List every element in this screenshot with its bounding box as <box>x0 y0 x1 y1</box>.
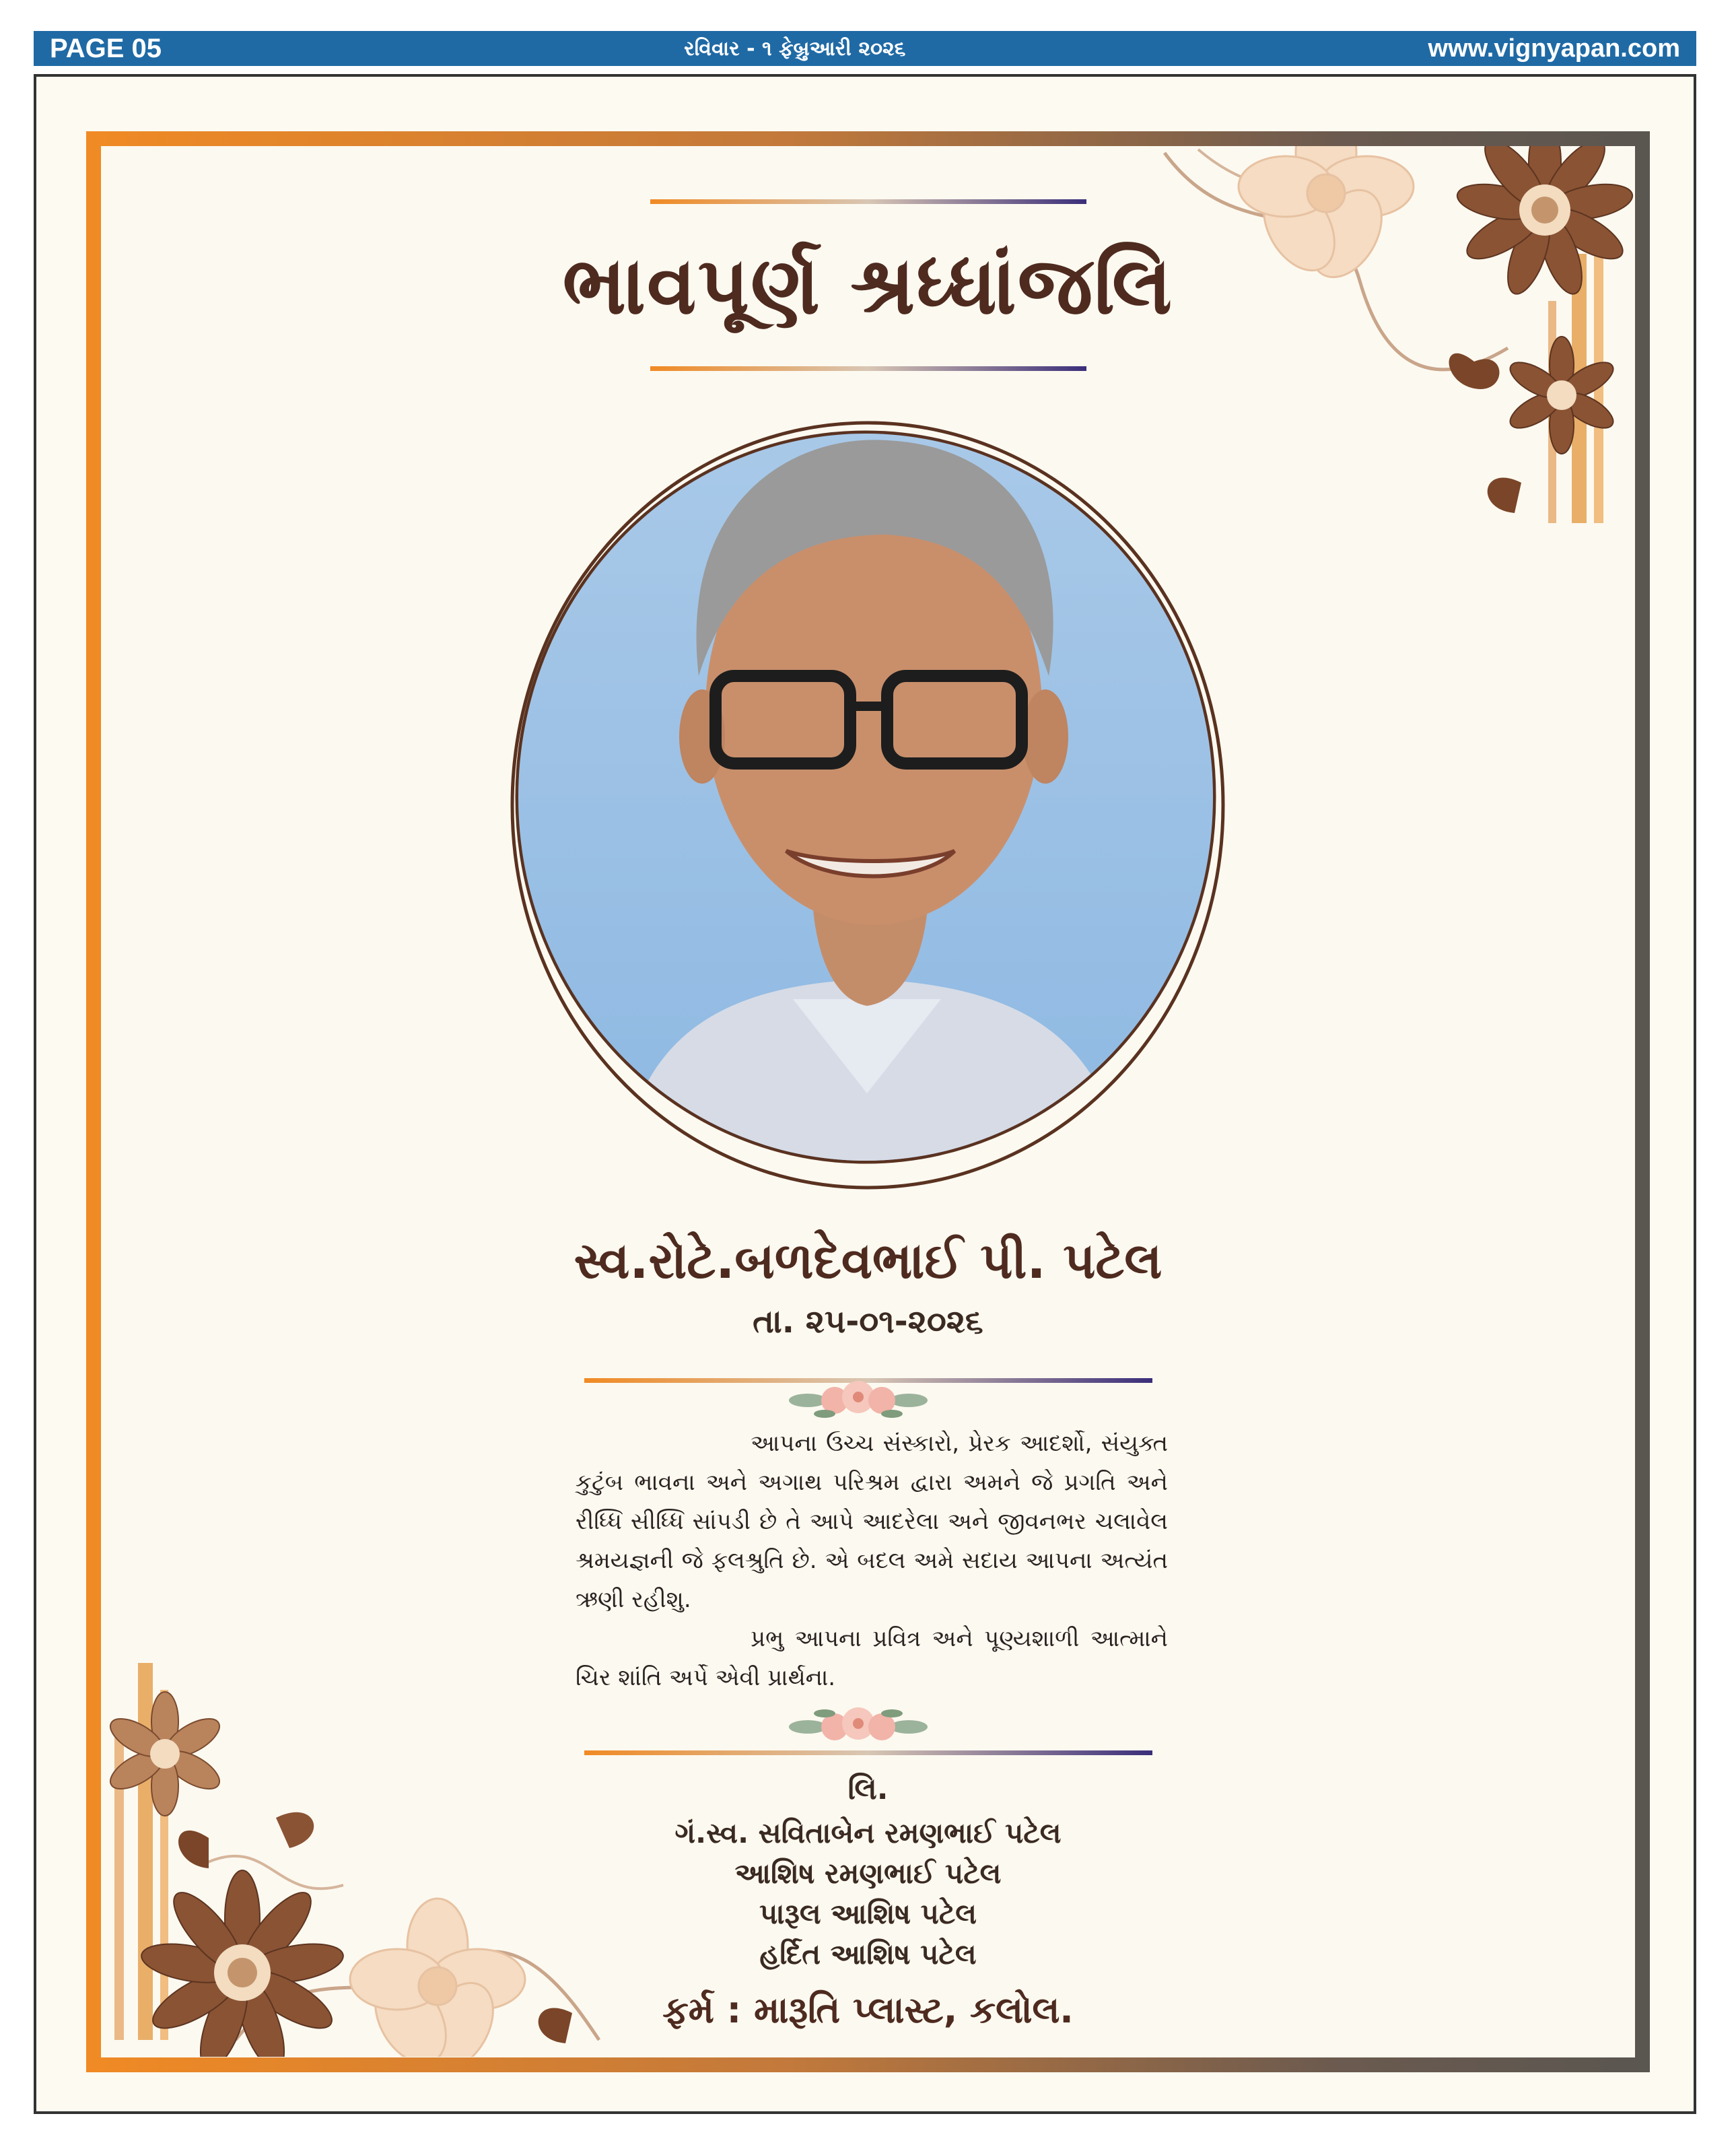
signature-intro: લિ. <box>847 1772 889 1806</box>
floral-divider-top-icon <box>788 1377 929 1424</box>
floral-divider-bottom-icon <box>788 1703 929 1750</box>
title-rule-bottom <box>650 366 1086 371</box>
signatory-1: ગં.સ્વ. સવિતાબેન રમણભાઈ પટેલ <box>674 1816 1062 1849</box>
flower-top-right-icon <box>1158 146 1636 523</box>
tribute-text <box>576 1424 1168 1697</box>
firm-name: ફર્મ : મારૂતિ પ્લાસ્ટ, કલોલ. <box>662 1989 1074 2031</box>
deceased-name: સ્વ.રોટે.બળદેવભાઈ પી. પટેલ <box>574 1232 1162 1290</box>
signatory-4: હર્દિત આશિષ પટેલ <box>759 1938 977 1971</box>
portrait-frame <box>510 420 1225 1192</box>
page-number: PAGE 05 <box>50 33 162 63</box>
page-title: ભાવપૂર્ણ શ્રધ્ધાંજલિ <box>562 239 1174 332</box>
date-of-passing: તા. ૨૫-૦૧-૨૦૨૬ <box>753 1303 983 1340</box>
portrait-photo <box>510 420 1225 1192</box>
website-link[interactable]: www.vignyapan.com <box>1428 34 1680 63</box>
tribute-paragraph-2: પ્રભુ આપના પ્રવિત્ર અને પૂણ્યશાળી આત્માને ચિર શાંતિ અર્પે એવી પ્રાર્થના. <box>576 1625 1168 1691</box>
title-rule-top <box>650 199 1086 204</box>
divider-rule-bottom <box>584 1750 1152 1755</box>
newspaper-header-bar <box>34 31 1696 66</box>
signatory-3: પારૂલ આશિષ પટેલ <box>759 1897 977 1930</box>
tribute-paragraph-1: આપના ઉચ્ચ સંસ્કારો, પ્રેરક આદર્શો, સંયુક્ત કુટુંબ ભાવના અને અગાથ પરિશ્રમ દ્વારા અમને જે પ્રગતિ અને રીધ્ધિ સીધ્ધિ સાંપડી છે તે આપે આદરેલા અને જીવનભર ચલાવેલ શ્રમયજ્ઞની જે ફલશ્રુતિ છે. એ બદલ અમે સદાય આપના અત્યંત ઋણી રહીશુ. <box>576 1430 1168 1613</box>
issue-date: રવિવાર - ૧ ફેબ્રુઆરી ૨૦૨૬ <box>684 36 906 61</box>
signatory-2: આશિષ રમણભાઈ પટેલ <box>734 1857 1002 1890</box>
